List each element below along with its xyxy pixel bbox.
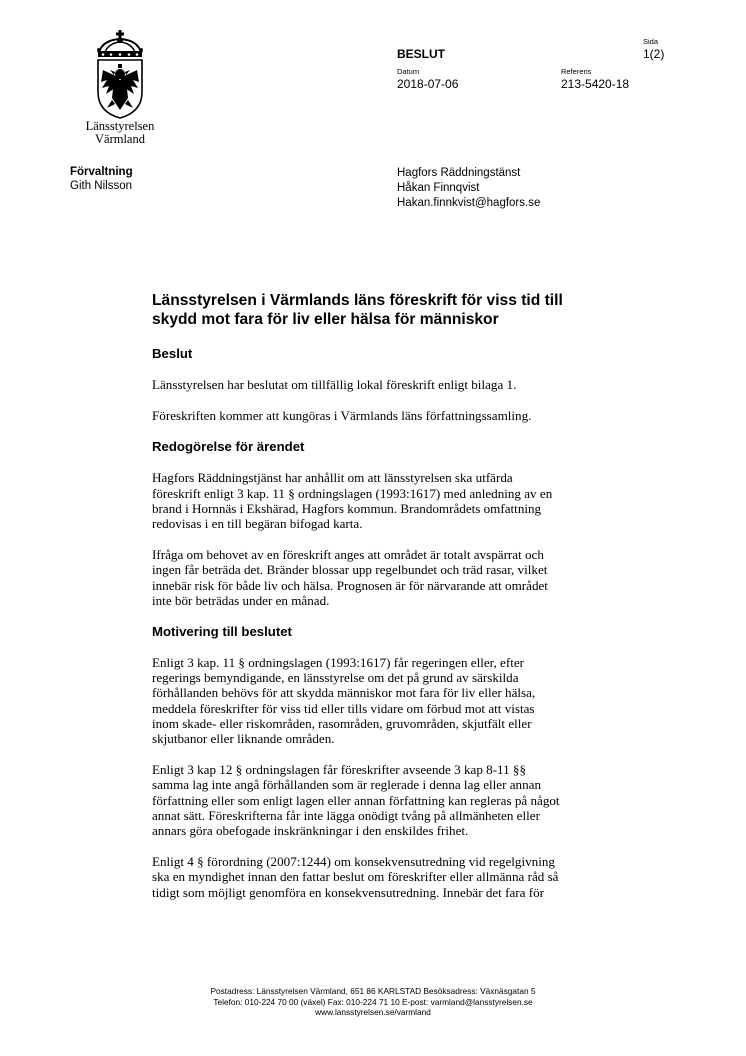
recipient-line: Håkan Finnqvist [397,182,480,194]
organization-logo [70,30,170,146]
document-title: Länsstyrelsen i Värmlands läns föreskrift för viss tid till skydd mot fara för liv eller hälsa för människor [152,292,563,328]
section-heading: Redogörelse för ärendet [152,439,305,455]
document-body [152,291,632,916]
paragraph: Enligt 3 kap 12 § ordningslagen får föreskrifter avseende 3 kap 8-11 §§ samma lag inte angå förhållanden som är reglerade i denna lag eller annan författning eller som enligt lagen eller annan författning kan regleras på något annat sätt. Föreskrifterna får inte lägga onödigt tvång på allmänheten eller annars göra obefogade inskränkningar i den enskildes frihet. [152,762,560,839]
document-date: 2018-07-06 [397,77,459,91]
page-number: 1(2) [643,47,665,61]
reference-label: Referens [561,67,592,76]
reference-number: 213-5420-18 [561,77,630,91]
crowned-eagle-coat-of-arms-icon [85,30,155,120]
recipient-line: Hagfors Räddningstänst [397,167,521,179]
footer-website: www.lansstyrelsen.se/varmland [315,1007,431,1017]
organization-name-line1: Länsstyrelsen [85,119,155,133]
date-label: Datum [397,67,420,76]
footer-postal-address: Postadress: Länsstyrelsen Värmland, 651 86 KARLSTAD Besöksadress: Växnäsgatan 5 [210,986,536,996]
recipient-address [397,166,540,211]
paragraph: Länsstyrelsen har beslutat om tillfällig lokal föreskrift enligt bilaga 1. [152,377,517,392]
sender-department: Förvaltning [70,166,133,178]
organization-name-line2: Värmland [95,132,145,146]
paragraph: Föreskriften kommer att kungöras i Värmlands läns författningssamling. [152,408,532,424]
paragraph: Ifråga om behovet av en föreskrift anges att området är totalt avspärrat och ingen får beträda det. Bränder blossar upp regelbundet och träd rasar, vilket innebär risk för både liv och hälsa. Prognosen är för närvarande att området inte bör beträdas under en månad. [152,547,548,608]
document-type: BESLUT [397,47,445,61]
section-heading: Beslut [152,346,193,361]
paragraph: Hagfors Räddningstjänst har anhållit om att länsstyrelsen ska utfärda föreskrift enligt 3 kap. 11 § ordningslagen (1993:1617) med anledning av en brand i Hornnäs i Ekshärad, Hagfors kommun. Brandområdets omfattning redovisas i en till begäran bifogad karta. [152,470,553,532]
footer-contact: Telefon: 010-224 70 00 (växel) Fax: 010-224 71 10 E-post: varmland@lansstyrelsen.se [213,996,533,1007]
paragraph: Enligt 4 § förordning (2007:1244) om konsekvensutredning vid regelgivning ska en myndighet innan den fattar beslut om föreskrifter eller allmänna råd så tidigt som möjligt genomföra en konsekvensutredning. Innebär det fara för [152,854,559,900]
sender-name: Gith Nilsson [70,180,132,192]
page-label: Sida [643,37,659,46]
page-footer [0,986,746,1018]
paragraph: Enligt 3 kap. 11 § ordningslagen (1993:1617) får regeringen eller, efter regerings bemyndigande, en länsstyrelse om det på grund av särskilda förhållanden behövs för att skydda människor mot fara för liv eller hälsa, meddela föreskrifter för viss tid eller tills vidare om förbud mot att vistas inom skade- eller riskområden, rasområden, gruvområden, skjutfält eller skjutbanor eller liknande områden. [152,655,536,747]
recipient-email: Hakan.finnkvist@hagfors.se [397,197,541,209]
section-heading: Motivering till beslutet [152,624,292,640]
